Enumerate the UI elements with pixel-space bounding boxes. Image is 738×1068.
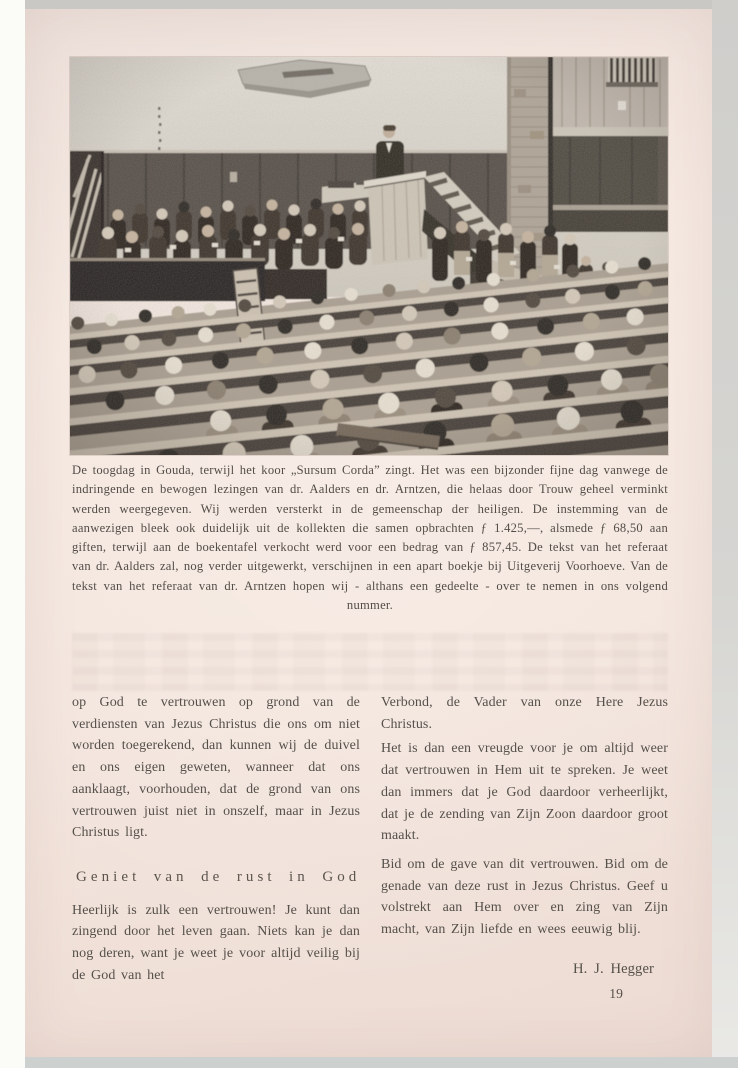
section-heading: Geniet van de rust in God <box>76 868 361 885</box>
right-paragraph-2: Het is dan een vreugde voor je om altijd weer dat vertrouwen in Hem uit te spreken. Je weet dan immers dat je God daardoor verheerlijkt, dat je de zending van Zijn Zoon daardoor groot maakt. <box>381 741 668 844</box>
right-paragraph-1: Verbond, de Vader van onze Here Jezus Christus. <box>381 695 668 732</box>
bleed-words <box>72 633 668 691</box>
scan-edge-bottom <box>25 1057 738 1068</box>
photo-vignette <box>70 57 668 455</box>
scan-edge-top <box>25 0 738 9</box>
bleed-lines <box>72 633 668 691</box>
photo-caption: De toogdag in Gouda, terwijl het koor „Sursum Corda” zingt. Het was een bijzonder fijne dag vanwege de indringende en bewogen lezingen van dr. Aalders en dr. Arntzen, die helaas door Trouw geheel verminkt werden weergegeven. Wij werden versterkt in de gemeenschap der heiligen. De instemming van de aanwezigen bleek ook duidelijk uit de kollekten die samen opbrachten ƒ 1.425,—, alsmede ƒ 68,50 aan giften, terwijl aan de boekentafel verkocht werd voor een bedrag van ƒ 857,45. De tekst van het referaat van dr. Aalders zal, nog verder uitgewerkt, verschijnen in een apart boekje bij Uitgeverij Voorhoeve. Van de tekst van het referaat van dr. Arntzen hopen wij - althans een gedeelte - over te nemen in ons volgend nummer. <box>72 463 668 613</box>
church-photo <box>70 57 668 455</box>
column-left <box>72 692 360 1005</box>
article-columns <box>72 692 668 1005</box>
column-right <box>381 692 668 1005</box>
ink-bleed-through <box>72 633 668 691</box>
scan-edge-right <box>712 0 738 1068</box>
page-number: 19 <box>609 986 623 1002</box>
right-paragraph-3: Bid om de gave van dit vertrouwen. Bid om de genade van deze rust in Jezus Christus. Geef u volstrekt aan Hem over en zing van Zijn macht, van Zijn liefde en wees eeuwig blij. <box>381 856 668 938</box>
left-paragraph-2: Heerlijk is zulk een vertrouwen! Je kunt dan zingend door het leven gaan. Niets kan je dan nog deren, want je weet je voor altijd veilig bij de God van het <box>72 902 360 983</box>
author-signature: H. J. Hegger <box>573 960 654 977</box>
magazine-page <box>25 9 712 1057</box>
left-paragraph-1: op God te vertrouwen op grond van de verdiensten van Jezus Christus die ons om niet worden toegerekend, dan kunnen wij de duivel en ons eigen geweten, wanneer dat ons aanklaagt, voorhouden, dat de grond van ons vertrouwen juist niet in onszelf, maar in Jezus Christus ligt. <box>72 695 360 841</box>
